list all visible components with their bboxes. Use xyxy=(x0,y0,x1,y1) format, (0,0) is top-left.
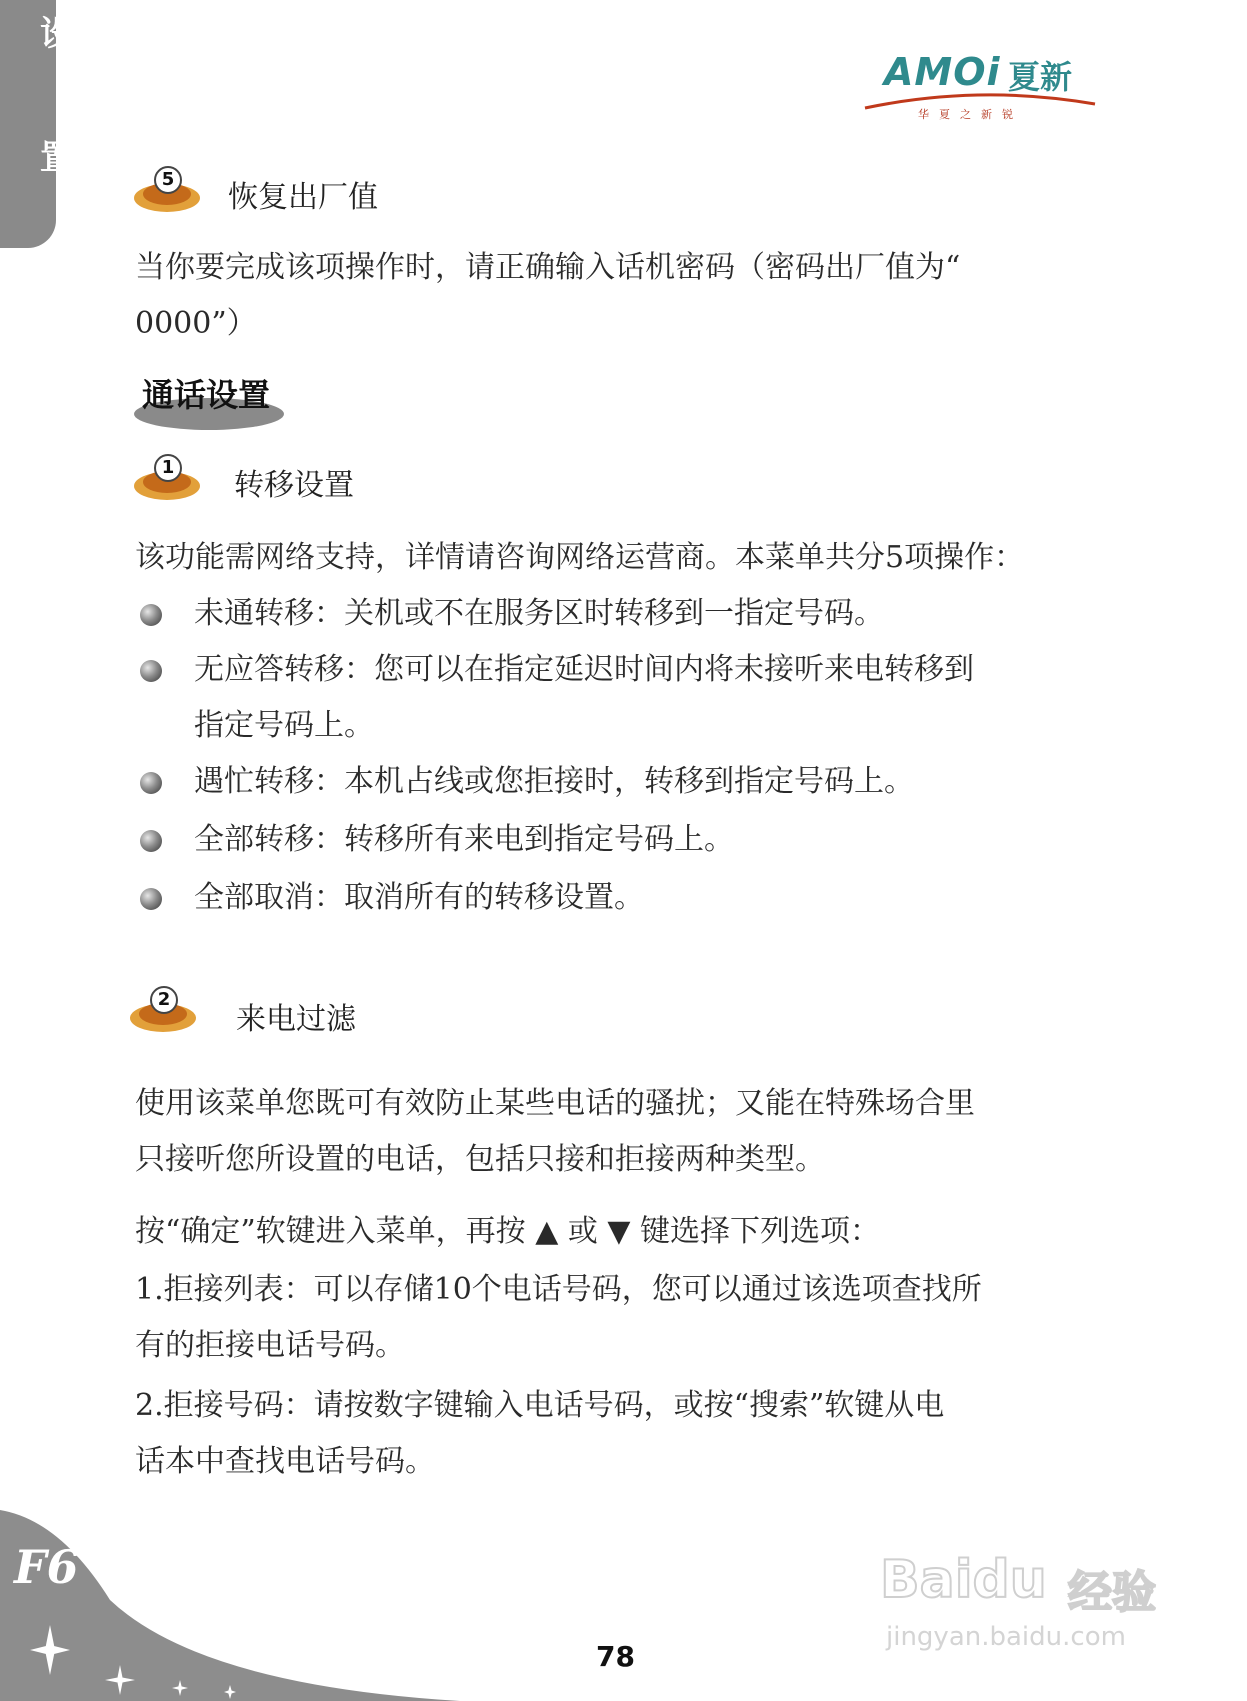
logo-brand: AMOi xyxy=(884,50,1001,94)
filter-text-line-2: 只接听您所设置的电话，包括只接和拒接两种类型。 xyxy=(135,1142,825,1177)
badge-number: 1 xyxy=(154,454,182,482)
watermark-url: jingyan.baidu.com xyxy=(886,1622,1126,1652)
badge-2-icon xyxy=(128,980,198,1036)
badge-number: 5 xyxy=(154,166,182,194)
watermark xyxy=(880,1530,1180,1660)
forward-heading: 转移设置 xyxy=(234,468,354,503)
side-tab-char-2: 置 xyxy=(40,138,74,178)
bullet-icon xyxy=(140,660,162,682)
watermark-main: Baidu xyxy=(880,1550,1047,1610)
filter-text-line-1: 使用该菜单您既可有效防止某些电话的骚扰；又能在特殊场合里 xyxy=(135,1086,975,1121)
restore-heading: 恢复出厂值 xyxy=(228,180,378,215)
list-item-text: 全部取消：取消所有的转移设置。 xyxy=(194,880,644,915)
bullet-icon xyxy=(140,604,162,626)
filter-text-line-3: 按“确定”软键进入菜单，再按 ▲ 或 ▼ 键选择下列选项： xyxy=(135,1214,880,1249)
call-settings-section-title xyxy=(134,368,284,438)
bullet-icon xyxy=(140,888,162,910)
model-logo: F6 xyxy=(14,1540,79,1594)
filter-text-line-7: 话本中查找电话号码。 xyxy=(135,1444,435,1479)
amoi-logo xyxy=(860,50,1100,130)
bullet-icon xyxy=(140,772,162,794)
watermark-cn: 经验 xyxy=(1068,1567,1156,1618)
list-item-text: 遇忙转移：本机占线或您拒接时，转移到指定号码上。 xyxy=(194,764,914,799)
list-item-continuation: 指定号码上。 xyxy=(194,708,374,743)
badge-5-icon xyxy=(132,160,202,216)
list-item-text: 无应答转移：您可以在指定延迟时间内将未接听来电转移到 xyxy=(194,652,974,687)
filter-text-line-4: 1.拒接列表：可以存储10个电话号码，您可以通过该选项查找所 xyxy=(135,1272,982,1307)
badge-number: 2 xyxy=(150,986,178,1014)
list-item-text: 全部转移：转移所有来电到指定号码上。 xyxy=(194,822,734,857)
forward-intro: 该功能需网络支持，详情请咨询网络运营商。本菜单共分5项操作： xyxy=(135,540,1025,575)
page-number: 78 xyxy=(596,1640,635,1673)
list-item-text: 未通转移：关机或不在服务区时转移到一指定号码。 xyxy=(194,596,884,631)
logo-slogan: 华夏之新锐 xyxy=(918,108,1023,121)
bullet-icon xyxy=(140,830,162,852)
filter-text-line-6: 2.拒接号码：请按数字键输入电话号码，或按“搜索”软键从电 xyxy=(135,1388,945,1423)
filter-text-line-5: 有的拒接电话号码。 xyxy=(135,1328,405,1363)
restore-text-line-1: 当你要完成该项操作时，请正确输入话机密码（密码出厂值为“ xyxy=(135,250,961,285)
restore-text-line-2: 0000”） xyxy=(135,306,257,341)
section-title-text: 通话设置 xyxy=(142,376,271,414)
filter-heading: 来电过滤 xyxy=(236,1002,356,1037)
logo-cn: 夏新 xyxy=(1008,58,1073,96)
badge-1-icon xyxy=(132,448,202,504)
side-tab xyxy=(0,0,74,248)
side-tab-char-1: 设 xyxy=(40,14,74,54)
